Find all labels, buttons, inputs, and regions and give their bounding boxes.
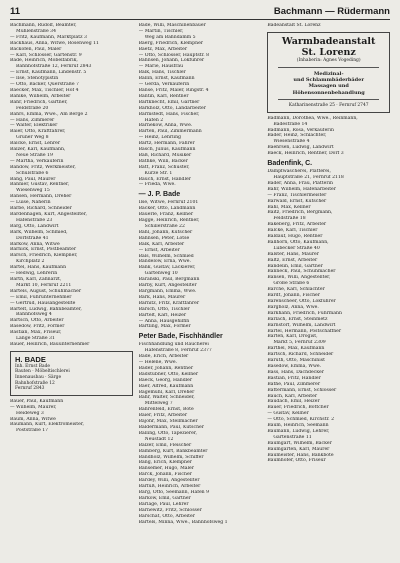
list-item: Barten, Paul, Zimmermann [138,129,202,135]
list-item: Bartsch, Richard, Schneider [267,352,334,358]
list-item: Balk, Hans, Tischler [138,70,186,76]
list-item: Baum, Anna, Witwe [10,416,56,422]
ad-subline: (Inhaberin: Agnes Vogeding) [296,57,361,63]
entry-list [10,23,133,348]
list-item: Bahl, Max, Kellner [267,204,311,210]
list-item: Bang, Paul, Maurer [10,176,56,182]
entry-list [267,116,390,157]
list-item: Bauch, Karl, Arbeiter [267,393,318,399]
list-item: Badmann, Rosa, Verkäuferin [267,127,334,133]
list-item: — Helene, Wwe. [138,360,178,366]
list-item: — Karl, Schlosser, Gartenstr. 9 [10,52,82,58]
list-item: Bantin, Karl, Rentner [138,93,189,99]
list-item: — Gustav, Kellner [267,411,309,417]
list-item: Bank, Gustav, Lackierer, [138,265,196,271]
ad-service: Medizinal- [313,70,344,77]
ad-headline: St. Lorenz [301,46,356,58]
list-item: Barche, Karl, Schlachter [267,287,325,293]
list-item: Lübecker Straße 40 [273,245,320,251]
list-item: — Marie, Hausfrau [138,64,184,70]
list-item: Schulstraße 6 [16,170,49,176]
list-item: Bagemühl, Karl, Dreher [138,389,195,395]
list-item: Barmstedt, Hans, Fischer, [138,111,200,117]
list-item: Bahnhofsweg 4 [16,312,52,318]
ad-headline: Warmbadeanstalt [281,35,376,47]
list-item: — Gertrud, Hausangestellte [10,300,76,306]
list-item: — Hedwig, Lehrerin [10,271,58,277]
list-item: Grüner Weg 8 [16,135,49,141]
list-item: Baruth, Otto, Maschinist [267,358,325,364]
list-item: Baeck, Georg, Händler [138,377,193,383]
list-item: Baldermann, Paul, Kutscher [138,425,204,430]
list-item: Wiesenweg 15 [16,188,50,194]
list-item: Bauch, Ernst, Händler [138,176,191,182]
list-item: Bang, Erich, Klempner [138,460,192,466]
list-item: Barkhahn, Friedrich, Fuhrmann [267,310,342,316]
list-item: Barnstorf, Wilhelm, Landwirt [267,322,336,328]
entry-list [139,200,262,330]
list-item: Bansen, Hermann, Dreher [10,194,72,200]
list-item: Bargmann, Emma, Wwe. [138,288,197,294]
list-item: — Ernst, Arbeiter [138,247,180,253]
list-item: Bardt, Johann, Fischer [267,293,320,299]
ad-service: Höhensonnenbehandlung [292,89,365,96]
list-item: Barsch, Otto, Tischler [138,306,190,312]
list-item: — Martha, Verkäuferin [10,158,64,164]
list-item: Kirchplatz 2 [16,259,45,265]
bold-entry-heading: Peter Bade, Fischhändler [138,333,223,341]
list-item: Lange Straße 31 [16,336,55,342]
list-item: Baumann, Kurt, Elektromeister, [10,422,85,428]
list-item: Baehrsen, Ludwig, Landwirt [267,145,334,151]
bold-entry-heading: — J. P. Bade [138,191,181,199]
list-item: — Luise, Näherin [10,200,51,206]
list-item: Bartz, Hermann, Fahrer [138,141,195,147]
list-item: Bakeberg, Fritz, Arbeiter [267,222,327,228]
list-item: Baumann, Ludwig, Lehrer, [267,428,330,434]
list-item: Baumgarten, Karl, Maurer [267,446,330,452]
list-item: Bartsch, Otto, Arbeiter [10,318,64,324]
list-item: — Heinz, Lehrling [138,135,181,141]
list-item: Bansemer, Hugo, Maler [138,466,194,472]
list-item: — Martin, Tischler, [138,28,184,34]
list-item: Bahnsen, Peter, Lotse [138,235,190,241]
entry-list [139,23,262,188]
list-item: Bartel, Hermann, Postschaffner [267,328,342,334]
list-item: Bahr, Friedrich, Gärtner, [10,99,68,105]
list-item: Backhaus, Anna, Witwe, Rosenweg 11 [10,40,99,46]
list-item: Bahlke, Wilhelm, Arbeiter [10,93,71,99]
ad-service: und Schlammbäderbäder [293,76,364,83]
list-item: — Walter, Elektriker [10,123,58,129]
list-item: Bahnhofstraße 12, Fernruf 2843 [16,64,92,70]
list-item: Baier, Fritz, Arbeiter [138,413,188,419]
list-item: Bark, Wilhelm, Schmied, [10,229,68,235]
ad-divider [278,99,379,100]
ad-line: Innenausbau · Särge [15,375,62,381]
list-item: Barg, Otto, Seemann, Hafen 9 [138,489,210,495]
list-item: Heideweg 3 [16,410,44,416]
list-item: Bahr, Walter, Schneider, [138,395,195,401]
list-item: — Emil, Fuhrunternehmer [10,294,72,300]
list-item: Backofen, Paul, Maler [10,46,62,52]
list-item: Poststraße 17 [16,428,49,434]
page-header [10,6,390,20]
column-3 [267,23,390,525]
list-item: Bahnsen, Johann, Lokführer [138,58,205,64]
bold-entry-heading: Badenfink, C. [267,160,313,168]
list-item: Bärwald, Ernst, Kutscher [267,198,327,204]
list-item: Barenscheer, Otto, Lokführer [267,299,336,304]
ad-line: Bahnhofstraße 12 [15,380,55,386]
list-item: Bade, Willi, Maschinenbauer [138,23,206,28]
list-item: Neustadt 12 [144,436,174,442]
list-item: Baranski, Paul, Bergmann [138,277,200,283]
list-item: Barlage, Paul, Lehrer [138,501,189,507]
list-item: Bade, Heinrich, Möbelfabrik, [10,58,78,64]
list-item: Dampfwäscherei, Plätterei, [267,169,331,175]
list-item: Hafenstraße 23 [16,217,53,223]
list-item: Bader, Anna, Frau, Plätterin [267,180,333,186]
list-item: Neue Straße 19 [16,152,53,158]
list-item: Banneck, Paul, Schuhmacher [267,269,336,275]
list-item: — Franz, Tischlermeister [267,192,327,198]
column-2 [139,23,262,525]
list-item: Barsch, Friedrich, Klempner, [10,253,78,259]
list-item: Baldauf, Hugo, Rentner [267,234,323,240]
list-item: Bäcker, Otto, Landmann [138,206,196,212]
list-item: Barkow, Emil, Gärtner [138,495,191,501]
entry-list [139,342,262,525]
list-item: Badstübner, Otto, Kellner [138,371,199,377]
list-item: — Ilse, Stenotypistin [10,76,59,82]
list-item: Bals, Wilhelm, Schmied [138,253,194,259]
list-item: Baumeister, Hans, Bankbote [267,452,334,458]
list-item: Barfuß, Heinrich, Arbeiter [138,484,201,490]
list-item: Bauer, Friedrich, Böttcher [267,405,329,411]
list-item: Hafen 2 [144,117,164,123]
list-item: Mühlenstraße 34 [16,28,56,34]
list-item: Baerg, Friedrich, Klempner [138,40,203,46]
list-item: Bamberg, Kurt, Bankbeamter [138,448,208,454]
list-item: Hafenstraße 8, Fernruf 2377 [144,348,212,354]
list-item: Bargholz, Anna, Wwe. [267,304,319,310]
list-item: Baß, Richard, Musiker [138,152,192,158]
list-item: Ballhorn, Otto, Kaufmann, [267,239,329,245]
list-item: Barbe, Richard, Schneider [10,206,72,212]
list-item: Markt 5, Fernruf 2309 [273,340,326,346]
list-item: Balcke, Ernst, Lehrer [10,141,61,147]
list-item: Bahrs, Emma, Wwe., Am Berge 2 [10,111,88,117]
list-item: Barschat, Otto, Arbeiter [138,513,195,519]
list-item: — Hans, Zimmerer [10,117,55,123]
list-item: Bardenhagen, Kurt, Angestellter, [10,212,87,217]
list-item: Baudach, Emil, Heizer [267,399,320,405]
list-item: Basedow, Emma, Wwe. [267,363,322,369]
list-item: Baecker, Max, Tischler, Hof 4 [10,87,79,93]
ad-address: Katharinenstraße 25 · Fernruf 2747 [288,103,369,109]
directory-columns [10,23,390,525]
list-item: Fischhandlung und Räucherei [138,342,209,348]
list-item: Balzer, Emil, Fleischer [138,442,192,448]
list-item: Bark, Hans, Maurer [138,294,186,300]
list-item: Batt, Franz, Schuster, [138,164,190,170]
list-item: — Otto, Schmied, Kirchstr. 2 [267,417,334,423]
list-item: Baetz, Max, Arbeiter [138,46,188,52]
list-item: Baer, Alfred, Kaufmann [138,383,194,389]
list-item: Barnitz, Fritz, Kraftfahrer [138,300,200,306]
list-item: Balk, Karl, Arbeiter [138,241,185,247]
list-item: Balster, Hans, Maurer [267,251,319,257]
list-item: Battermann, Ernst, Schlosser [267,387,337,393]
list-item: Balling, Otto, Tapezierer, [138,430,197,436]
list-item: Bathke, Willi, Bäcker [138,158,188,164]
list-item: Bahrenfeld, Ernst, Bote [138,407,194,413]
list-item: Bäder, Heinz, Schlachter, [267,133,327,139]
list-item: Barck, Johann, Fischer [138,472,192,478]
list-item: Bauer, Paul, Kaufmann [10,398,64,404]
list-item: Banse, Fritz, Maler, Ringstr. 4 [138,87,209,93]
list-item: Hauptstraße 21, Fernruf 2118 [273,174,344,180]
page-number: 11 [10,6,21,17]
list-item: Bartels, Minna, Wwe., Bahnhofsweg 1 [138,519,228,525]
list-item: Bandholz, Wilhelm, Schiffer [138,454,204,460]
list-item: Bandow, Fritz, Werkmeister, [10,164,76,170]
list-item: Weg am Bahndamm 5 [144,34,196,40]
list-item: Baier, Otto, Kraftfahrer, [10,129,66,135]
list-item: Barfknecht, Emil, Gärtner [138,99,200,105]
list-item: Baumhöfer, Otto, Friseur [267,458,326,464]
list-item: Baitz, Friedrich, Bergmann, [267,210,333,216]
entry-list [267,169,390,464]
ad-line: Bauten · Möbeltischlerei [15,369,70,375]
list-item: — Gerda, Verkäuferin [138,82,190,88]
list-item: Bähr, Wilhelm, Hafenarbeiter [267,186,336,192]
list-item: Baltz, Ernst, Arbeiter [267,257,318,263]
list-item: Bastian, Fritz, Händler [267,375,321,381]
list-item: Große Straße 6 [273,281,310,287]
list-item: Mittelweg 7 [144,401,173,407]
list-item: Barkholz, Otto, Landarbeiter [138,105,206,111]
list-item: Basedow, Fritz, Former [10,324,65,330]
ad-title: H. BADE [15,354,46,364]
list-item: Badestraße 14 [273,121,308,127]
list-item: Markt 10, Fernruf 2211 [16,282,72,288]
page-running-title: Bachmann — Rüdermann [273,6,390,17]
list-item: Bartelt, Karl, Heizer [138,312,187,318]
list-item: Feldstraße 20 [16,105,49,111]
list-item: Basch, Julius, Kaufmann [138,147,196,153]
list-item: Bathe, Paul, Zimmerer [267,381,321,387]
ad-lines [15,364,128,392]
list-item: Kurze Str. 1 [144,170,173,176]
list-item: — Wilhelm, Maurer, [10,404,57,410]
list-item: — Frieda, Wwe. [138,182,176,188]
list-item: Balcke, Karl, Tischler [267,228,318,234]
advertisement-warmbadeanstalt [267,32,390,113]
list-item: Balzer, Karl, Kaufmann, [10,147,66,153]
list-item: Bandelow, Erna, Wwe. [138,259,191,265]
list-item: Bäuerle, Franz, Kellner [138,212,194,218]
ad-line: Inh. Ernst Bade [15,363,50,369]
list-item: Bauer, Heinrich, Bauunternehmer [10,341,90,347]
list-item: — Anna, Hausgehilfin [138,318,190,324]
list-item: Ilse, Witwe, Fernruf 2101 [138,200,199,206]
list-item: Bartel, Hans, Kaufmann [10,265,67,271]
list-item: — Otto, Bäcker, Querstraße 7 [10,82,79,88]
entry-list [10,399,133,434]
list-item: Gartenweg 10 [144,271,178,277]
list-item: Badmann, Dorothea, Wwe., Reinmann, [267,115,358,121]
list-item: Barg, Otto, Landwirt [10,223,59,229]
list-item: Bagge, Heinrich, Rentner, [138,218,200,224]
list-item: Barnekow, Anna, Wwe. [138,123,193,129]
list-item: Wiesenstraße 4 [273,139,310,145]
list-item: Bachmann, Rudolf, Beamter, [10,23,77,28]
list-item: Bartling, Max, Former [138,324,191,330]
list-item: Bannier, Gustav, Rentner, [10,182,70,188]
list-item: Barby, Kurt, Angestellter [138,283,197,289]
list-item: — Fritz, Kaufmann, Marktplatz 3 [10,34,87,40]
list-item: Barkow, Anna, Witwe [10,241,60,247]
list-item: Baum, Heinrich, Seemann [267,423,329,429]
advertisement-h-bade [10,351,133,396]
ad-service: Massagen und [308,83,349,90]
list-item: Bahl, Johann, Kutscher [138,229,193,235]
list-item: Barlach, Ernst, Steinmetz [267,316,328,322]
list-item: — Otto, Schlosser, Hauptstr. 8 [138,52,210,58]
list-item: Feldstraße 18 [273,216,306,222]
ad-divider [278,67,379,68]
list-item: Barten, Karl, Drogist, [267,334,318,340]
list-item: Bade, Erich, Arbeiter [138,354,189,360]
column-1 [10,23,133,525]
list-item: Bansen, Willi, Angestellter, [267,275,331,281]
list-item: Baumgart, Wilhelm, Bäcker [267,440,332,446]
list-item: Badeanstalt St. Lorenz [267,23,321,28]
list-item: Baeck, Heinrich, Rentner, Dorf 3 [267,151,344,157]
list-item: Barnewitz, Fritz, Schlosser [138,507,202,513]
list-item: Barthel, Max, Kaufmann [267,346,325,352]
list-item: Bastian, Max, Friseur, [10,330,62,336]
ad-line: Fernruf 2843 [15,386,45,392]
list-item: Dorfstraße 41 [16,235,49,241]
list-item: Bardey, Willi, Angestellter [138,478,200,484]
list-item: Gartenstraße 11 [273,434,312,440]
list-item: Bandelin, Emil, Gärtner [267,263,323,269]
list-item: Bass, Hans, Dachdecker [267,369,324,375]
list-item: Bajohr, Max, Stellmacher [138,419,198,425]
list-item: Barnick, Ernst, Postbeamter [10,247,77,253]
list-item: — Ernst, Kaufmann, Lindenstr. 5 [10,70,87,76]
list-item: Schillerstraße 22 [144,224,185,229]
list-item: Bartelt, Ludwig, Bahnbeamter, [10,306,82,312]
list-item: Bader, Johann, Rentner [138,365,194,371]
list-item: Barth, Karl, Zahnarzt, [10,276,62,282]
list-item: Bartels, August, Schuhmacher [10,288,82,294]
list-item: Ballin, Ernst, Kaufmann [138,76,195,82]
